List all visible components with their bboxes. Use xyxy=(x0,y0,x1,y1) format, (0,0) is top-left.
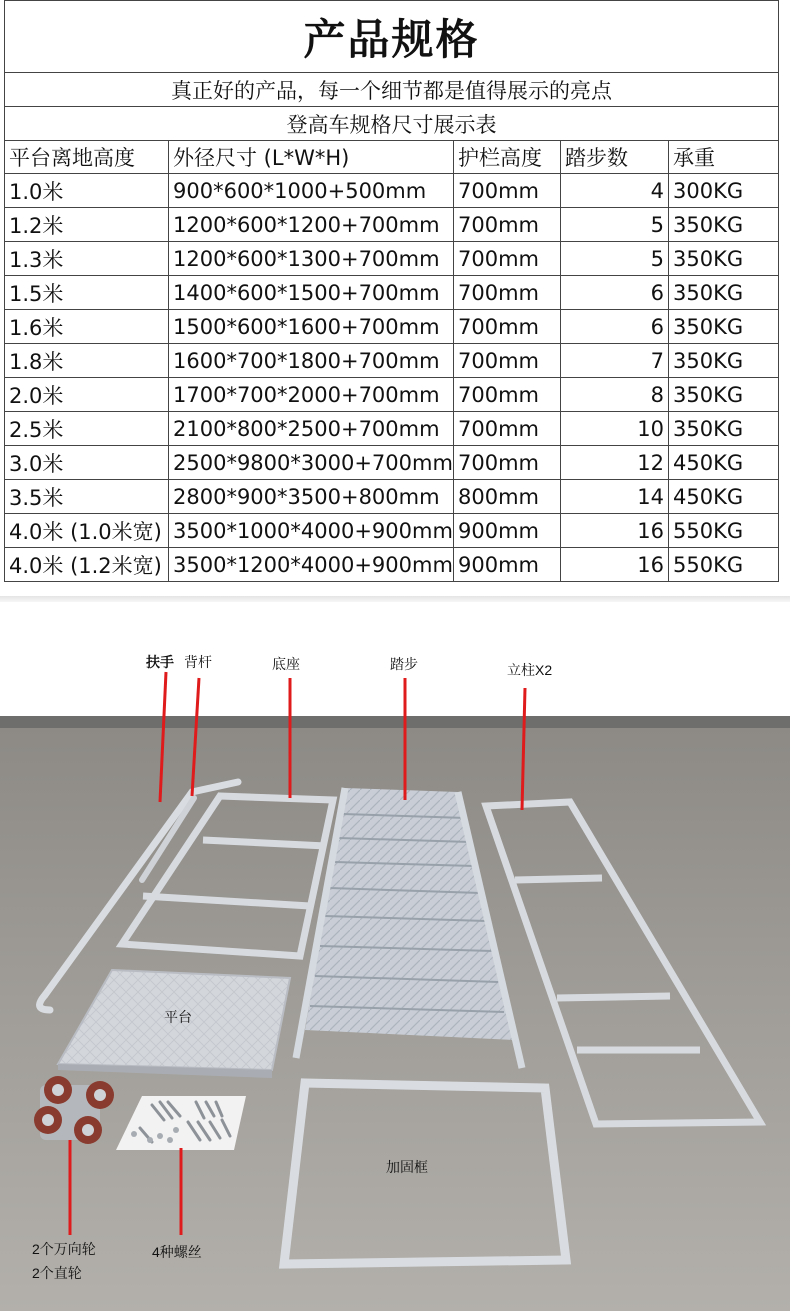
cell-steps: 16 xyxy=(561,548,669,582)
cell-guardrail: 700mm xyxy=(454,242,561,276)
label-steps: 踏步 xyxy=(390,656,418,672)
cell-guardrail: 800mm xyxy=(454,480,561,514)
cell-guardrail: 700mm xyxy=(454,412,561,446)
cell-steps: 5 xyxy=(561,242,669,276)
title-row xyxy=(5,1,779,73)
header-guardrail: 护栏高度 xyxy=(454,141,561,174)
header-height: 平台离地高度 xyxy=(5,141,169,174)
cell-steps: 12 xyxy=(561,446,669,480)
cell-steps: 14 xyxy=(561,480,669,514)
cell-guardrail: 900mm xyxy=(454,548,561,582)
label-casters-swivel: 2个万向轮 xyxy=(32,1241,96,1257)
cell-height: 3.5米 xyxy=(5,480,169,514)
cell-dimensions: 900*600*1000+500mm xyxy=(169,174,454,208)
cell-steps: 10 xyxy=(561,412,669,446)
label-casters-fixed: 2个直轮 xyxy=(32,1265,82,1281)
cell-steps: 7 xyxy=(561,344,669,378)
table-row xyxy=(5,276,779,310)
cell-guardrail: 700mm xyxy=(454,310,561,344)
table-row xyxy=(5,242,779,276)
cell-height: 1.0米 xyxy=(5,174,169,208)
cell-dimensions: 3500*1000*4000+900mm xyxy=(169,514,454,548)
cell-dimensions: 1200*600*1300+700mm xyxy=(169,242,454,276)
cell-steps: 6 xyxy=(561,276,669,310)
cell-guardrail: 700mm xyxy=(454,208,561,242)
table-row xyxy=(5,174,779,208)
cell-height: 1.5米 xyxy=(5,276,169,310)
header-steps: 踏步数 xyxy=(561,141,669,174)
cell-load: 550KG xyxy=(669,548,779,582)
cell-load: 350KG xyxy=(669,276,779,310)
cell-load: 350KG xyxy=(669,310,779,344)
cell-load: 350KG xyxy=(669,208,779,242)
header-dimensions: 外径尺寸 (L*W*H) xyxy=(169,141,454,174)
cell-dimensions: 1700*700*2000+700mm xyxy=(169,378,454,412)
cell-dimensions: 2100*800*2500+700mm xyxy=(169,412,454,446)
table-row xyxy=(5,514,779,548)
spec-table xyxy=(4,0,779,582)
cell-load: 450KG xyxy=(669,446,779,480)
table-row xyxy=(5,480,779,514)
label-base: 底座 xyxy=(272,656,300,672)
subtitle-row xyxy=(5,73,779,107)
section-divider xyxy=(0,596,790,602)
cell-load: 350KG xyxy=(669,412,779,446)
table-row xyxy=(5,344,779,378)
cell-steps: 6 xyxy=(561,310,669,344)
label-platform: 平台 xyxy=(164,1009,192,1025)
cell-height: 1.8米 xyxy=(5,344,169,378)
table-row xyxy=(5,412,779,446)
parts-photo xyxy=(0,650,790,1311)
cell-load: 350KG xyxy=(669,242,779,276)
cell-guardrail: 700mm xyxy=(454,378,561,412)
table-header-row xyxy=(5,141,779,174)
header-load: 承重 xyxy=(669,141,779,174)
label-frame: 加固框 xyxy=(386,1159,428,1175)
cell-guardrail: 700mm xyxy=(454,174,561,208)
cell-guardrail: 700mm xyxy=(454,344,561,378)
spec-table-section xyxy=(4,0,778,582)
table-row xyxy=(5,446,779,480)
cell-steps: 16 xyxy=(561,514,669,548)
cell-dimensions: 1200*600*1200+700mm xyxy=(169,208,454,242)
cell-load: 350KG xyxy=(669,378,779,412)
cell-dimensions: 1400*600*1500+700mm xyxy=(169,276,454,310)
cell-guardrail: 700mm xyxy=(454,446,561,480)
cell-guardrail: 900mm xyxy=(454,514,561,548)
label-screws: 4种螺丝 xyxy=(152,1244,202,1260)
cell-height: 4.0米 (1.2米宽) xyxy=(5,548,169,582)
wall-strip xyxy=(0,716,790,730)
cell-height: 2.0米 xyxy=(5,378,169,412)
cell-load: 550KG xyxy=(669,514,779,548)
cell-steps: 8 xyxy=(561,378,669,412)
cell-height: 1.6米 xyxy=(5,310,169,344)
table-row xyxy=(5,208,779,242)
cell-height: 3.0米 xyxy=(5,446,169,480)
page-subtitle: 真正好的产品，每一个细节都是值得展示的亮点 xyxy=(5,73,779,107)
cell-dimensions: 2800*900*3500+800mm xyxy=(169,480,454,514)
cell-dimensions: 1500*600*1600+700mm xyxy=(169,310,454,344)
label-posts: 立柱X2 xyxy=(507,662,553,678)
parts-illustration xyxy=(0,650,790,1311)
cell-load: 450KG xyxy=(669,480,779,514)
cell-height: 1.3米 xyxy=(5,242,169,276)
table-row xyxy=(5,378,779,412)
cell-dimensions: 3500*1200*4000+900mm xyxy=(169,548,454,582)
cell-steps: 4 xyxy=(561,174,669,208)
cell-dimensions: 2500*9800*3000+700mm xyxy=(169,446,454,480)
cell-height: 1.2米 xyxy=(5,208,169,242)
page-title: 产品规格 xyxy=(5,1,779,73)
cell-dimensions: 1600*700*1800+700mm xyxy=(169,344,454,378)
cell-steps: 5 xyxy=(561,208,669,242)
label-handrail: 扶手 xyxy=(146,654,174,670)
cell-guardrail: 700mm xyxy=(454,276,561,310)
table-row xyxy=(5,548,779,582)
table-title-row xyxy=(5,107,779,141)
cell-height: 2.5米 xyxy=(5,412,169,446)
table-title: 登高车规格尺寸展示表 xyxy=(5,107,779,141)
cell-height: 4.0米 (1.0米宽) xyxy=(5,514,169,548)
label-back-bar: 背杆 xyxy=(184,654,212,670)
cell-load: 350KG xyxy=(669,344,779,378)
cell-load: 300KG xyxy=(669,174,779,208)
table-row xyxy=(5,310,779,344)
